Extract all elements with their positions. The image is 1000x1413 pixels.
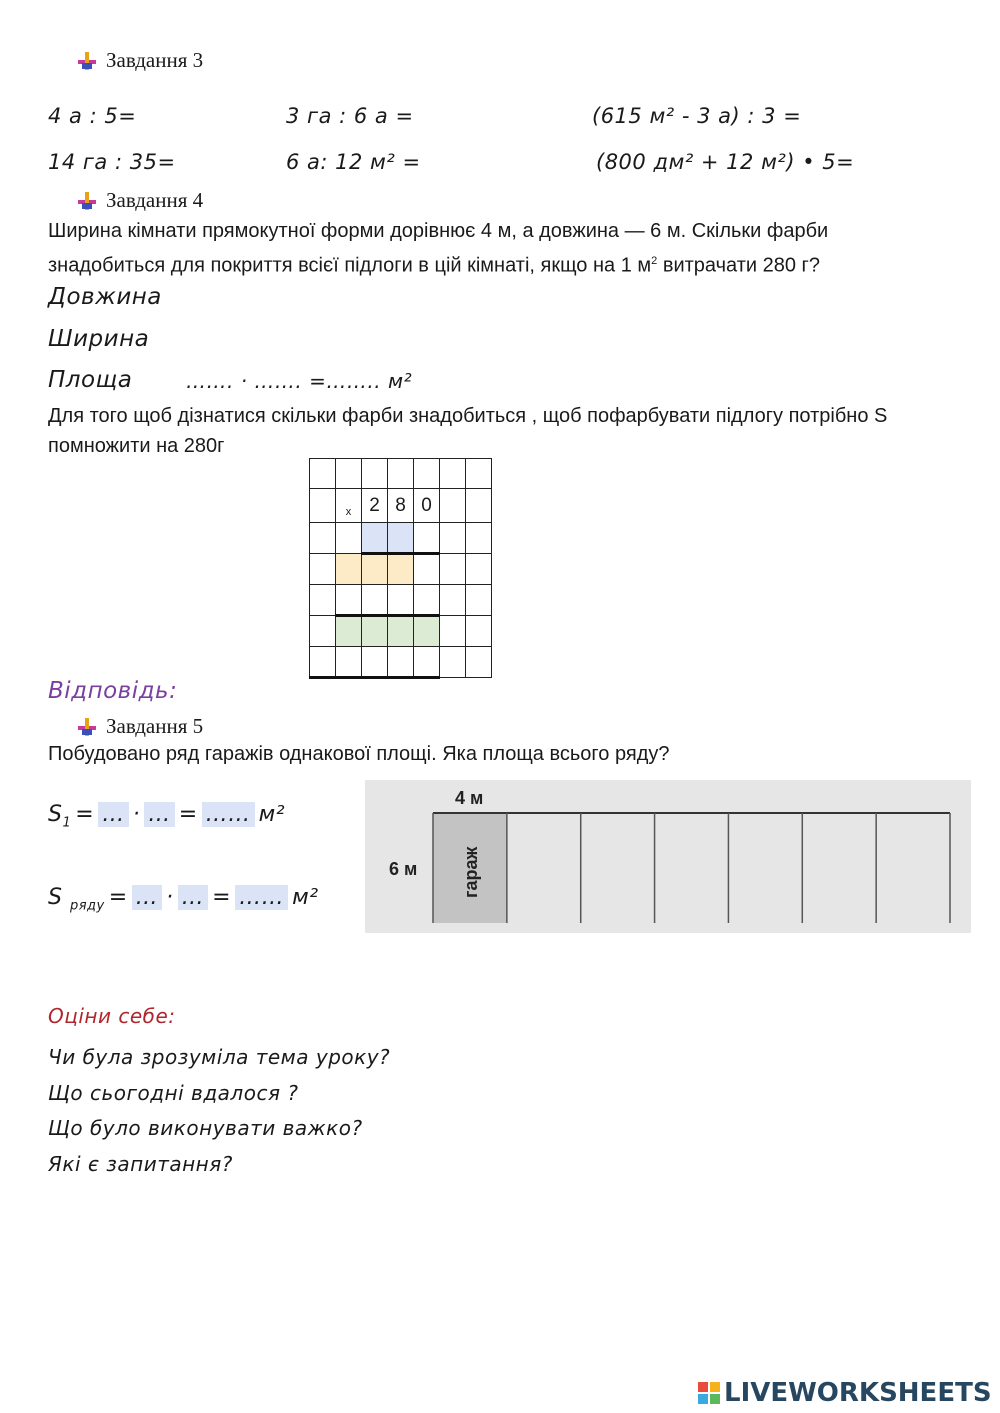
grid-row [310, 554, 492, 585]
task3-expr-1-2: 3 га : 6 а = [286, 104, 414, 128]
task4-text-line2-b: витрачати 280 г? [657, 254, 820, 277]
task3-heading [78, 48, 203, 73]
brand-text: LIVEWORKSHEETS [724, 1378, 992, 1408]
grid-row [310, 523, 492, 554]
task5-text: Побудовано ряд гаражів однакової площі. Яка площа всього ряду? [48, 743, 670, 765]
answer-cell[interactable] [362, 523, 388, 554]
answer-label: Відповідь: [48, 678, 178, 704]
answer-cell[interactable] [362, 554, 388, 585]
grid-row [310, 647, 492, 678]
dim-top: 4 м [455, 788, 484, 808]
grid-row [310, 489, 492, 523]
task3-expr-2-2: 6 а: 12 м² = [286, 150, 421, 174]
s1-blank-a[interactable]: … [98, 802, 129, 827]
digit-cell: 0 [414, 489, 440, 523]
self-eval-question: Що було виконувати важко? [48, 1116, 363, 1140]
s-row-symbol: S $_{ряду}$ [48, 885, 105, 914]
task4-text-line2-a: знадобиться для покриття всієї підлоги в цій кімнаті, якщо на 1 м [48, 254, 652, 277]
logo-mark-icon [698, 1382, 720, 1404]
width-label: Ширина [48, 326, 150, 352]
task3-expr-1-1: 4 а : 5= [48, 104, 137, 128]
mult-dot: · [166, 885, 174, 910]
task5-heading [78, 714, 203, 739]
bullet-icon [78, 718, 96, 736]
s1-formula [48, 802, 285, 830]
s-row-blank-b[interactable]: … [178, 885, 209, 910]
task3-title: Завдання 3 [106, 48, 204, 72]
task4-hint [48, 401, 988, 461]
self-eval-title: Оціни себе: [48, 1004, 176, 1028]
equals-sign: = [75, 802, 95, 827]
answer-cell[interactable] [388, 554, 414, 585]
garage-diagram [365, 780, 971, 933]
task4-title: Завдання 4 [106, 188, 204, 212]
liveworksheets-logo [698, 1378, 992, 1408]
s1-result[interactable]: …… [202, 802, 255, 827]
s-row-formula [48, 885, 319, 913]
task5-title: Завдання 5 [106, 714, 204, 738]
area-formula[interactable]: ……. · ……. =…….. м² [186, 369, 413, 393]
length-label: Довжина [48, 284, 162, 310]
answer-cell[interactable] [388, 616, 414, 647]
unit: м² [258, 802, 286, 827]
equals-sign: = [178, 802, 198, 827]
self-eval-question: Які є запитання? [48, 1151, 233, 1176]
answer-cell[interactable] [414, 616, 440, 647]
unit: м² [292, 885, 319, 910]
self-eval-questions [48, 1040, 390, 1182]
bullet-icon [78, 52, 96, 70]
s-row-result[interactable]: …… [235, 885, 288, 910]
self-eval-question: Що сьогодні вдалося ? [48, 1080, 299, 1105]
task4-text-line1: Ширина кімнати прямокутної форми дорівнює 4 м, а довжина — 6 м. Скільки фарби [48, 220, 829, 242]
answer-cell[interactable] [336, 554, 362, 585]
task3-expr-2-1: 14 га : 35= [48, 150, 176, 174]
digit-cell: 8 [388, 489, 414, 523]
task3-expr-2-3: (800 дм² + 12 м²) • 5= [596, 150, 855, 174]
s1-symbol: $S_1$ [48, 802, 72, 831]
task4-heading [78, 188, 203, 213]
task3-expr-1-3: (615 м² - 3 а) : 3 = [592, 104, 802, 128]
task4-hint-line2: помножити на 280г [48, 435, 225, 457]
answer-cell[interactable] [388, 523, 414, 554]
answer-cell[interactable] [336, 616, 362, 647]
equals-sign: = [108, 885, 128, 910]
grid-row [310, 616, 492, 647]
task4-text-line2 [48, 246, 988, 281]
grid-row [310, 459, 492, 489]
self-eval-question: Чи була зрозуміла тема уроку? [48, 1045, 391, 1069]
answer-cell[interactable] [362, 616, 388, 647]
task4-sup: 2 [651, 255, 658, 267]
s-row-blank-a[interactable]: … [132, 885, 163, 910]
digit-cell: 2 [362, 489, 388, 523]
garage-row-svg [365, 780, 971, 933]
mult-dot: · [132, 802, 141, 827]
bullet-icon [78, 192, 96, 210]
garage-label: гараж [461, 846, 481, 898]
mult-sign: x [336, 489, 362, 523]
task4-hint-line1: Для того щоб дізнатися скільки фарби знадобиться , щоб пофарбувати підлогу потрібно S [48, 405, 888, 427]
grid-row [310, 585, 492, 616]
multiplication-grid [309, 458, 492, 679]
equals-sign: = [212, 885, 232, 910]
dim-side: 6 м [389, 859, 418, 879]
s1-blank-b[interactable]: … [144, 802, 175, 827]
area-label: Площа [48, 367, 133, 393]
task4-text [48, 216, 988, 281]
